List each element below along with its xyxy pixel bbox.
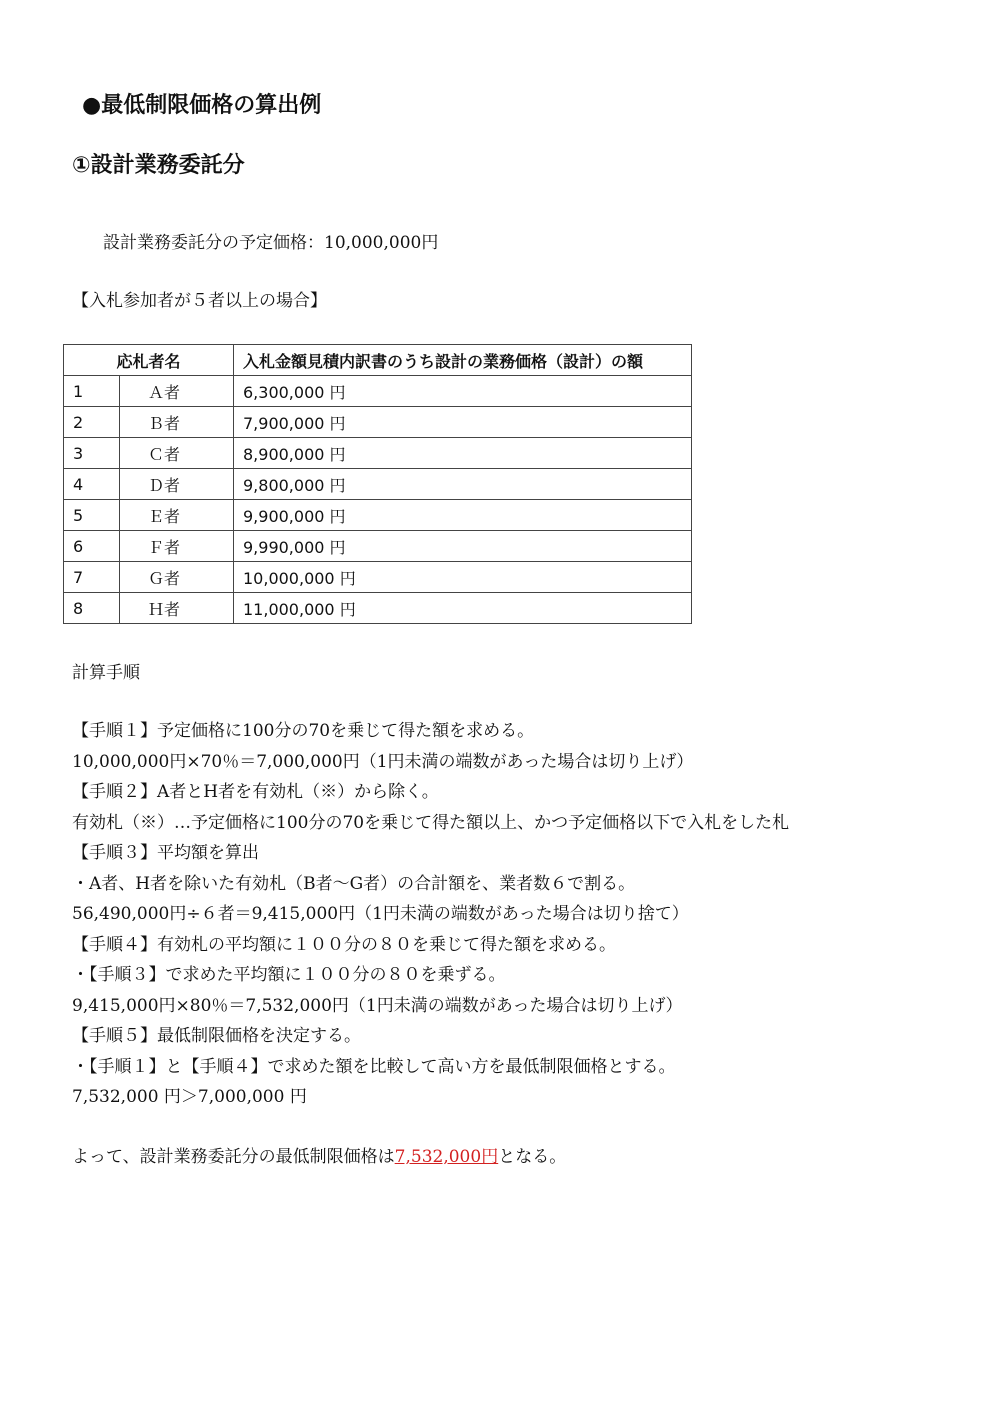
conclusion-line: [72, 1142, 566, 1167]
bidder-name: Ｃ者: [120, 438, 234, 469]
condition-heading: 【入札参加者が５者以上の場合】: [72, 291, 327, 311]
row-number: 4: [64, 469, 120, 500]
bid-amount: 7,900,000 円: [234, 407, 692, 438]
bidder-name: Ｇ者: [120, 562, 234, 593]
bidder-name: Ｆ者: [120, 531, 234, 562]
bid-amount: 9,800,000 円: [234, 469, 692, 500]
table-row: [64, 562, 692, 593]
row-number: 8: [64, 593, 120, 624]
step-line: 有効札（※）…予定価格に100分の70を乗じて得た額以上、かつ予定価格以下で入札をした札: [72, 812, 790, 833]
table-row: [64, 593, 692, 624]
bidder-name: Ａ者: [120, 376, 234, 407]
row-number: 7: [64, 562, 120, 593]
step-line: 【手順４】有効札の平均額に１００分の８０を乗じて得た額を求める。: [72, 934, 616, 955]
step-line: 【手順１】予定価格に100分の70を乗じて得た額を求める。: [72, 721, 535, 741]
table-row: [64, 531, 692, 562]
row-number: 5: [64, 500, 120, 531]
table-row: [64, 407, 692, 438]
step-line: 9,415,000円×80％＝7,532,000円（1円未満の端数があった場合は切り上げ）: [72, 995, 683, 1016]
step-line: ・【手順１】と【手順４】で求めた額を比較して高い方を最低制限価格とする。: [72, 1056, 676, 1077]
bid-table: [63, 344, 692, 624]
bid-amount: 11,000,000 円: [234, 593, 692, 624]
step-line: 【手順３】平均額を算出: [72, 843, 259, 863]
table-row: [64, 469, 692, 500]
bid-amount: 9,900,000 円: [234, 500, 692, 531]
conclusion-suffix: となる。: [498, 1147, 567, 1167]
table-row: [64, 438, 692, 469]
step-line: 【手順５】最低制限価格を決定する。: [72, 1026, 361, 1046]
bid-amount: 6,300,000 円: [234, 376, 692, 407]
budget-line: 設計業務委託分の予定価格：10,000,000円: [103, 233, 439, 253]
step-line: 7,532,000 円＞7,000,000 円: [72, 1087, 307, 1107]
table-header-row: [64, 345, 692, 376]
table-row: [64, 376, 692, 407]
bid-amount: 10,000,000 円: [234, 562, 692, 593]
bidder-name: Ｅ者: [120, 500, 234, 531]
procedure-title: 計算手順: [72, 663, 140, 683]
step-line: ・A者、H者を除いた有効札（B者〜G者）の合計額を、業者数６で割る。: [72, 873, 636, 894]
step-line: ・【手順３】で求めた平均額に１００分の８０を乗ずる。: [72, 965, 506, 985]
bid-amount: 8,900,000 円: [234, 438, 692, 469]
row-number: 3: [64, 438, 120, 469]
row-number: 1: [64, 376, 120, 407]
procedure-steps: [72, 716, 952, 1113]
bid-amount: 9,990,000 円: [234, 531, 692, 562]
table-row: [64, 500, 692, 531]
row-number: 2: [64, 407, 120, 438]
step-line: 10,000,000円×70％＝7,000,000円（1円未満の端数があった場合は切り上げ）: [72, 751, 694, 772]
conclusion-prefix: よって、設計業務委託分の最低制限価格は: [72, 1147, 395, 1167]
bidder-name: Ｄ者: [120, 469, 234, 500]
bidder-name: Ｈ者: [120, 593, 234, 624]
document-title: ●最低制限価格の算出例: [82, 93, 322, 118]
row-number: 6: [64, 531, 120, 562]
section-heading: ①設計業務委託分: [72, 153, 245, 178]
step-line: 【手順２】A者とH者を有効札（※）から除く。: [72, 782, 439, 802]
header-bidder-name: 応札者名: [64, 345, 234, 376]
minimum-price-value: 7,532,000円: [394, 1147, 499, 1167]
bidder-name: Ｂ者: [120, 407, 234, 438]
step-line: 56,490,000円÷６者＝9,415,000円（1円未満の端数があった場合は切り捨て）: [72, 904, 689, 924]
header-bid-amount: 入札金額見積内訳書のうち設計の業務価格（設計）の額: [234, 345, 692, 376]
